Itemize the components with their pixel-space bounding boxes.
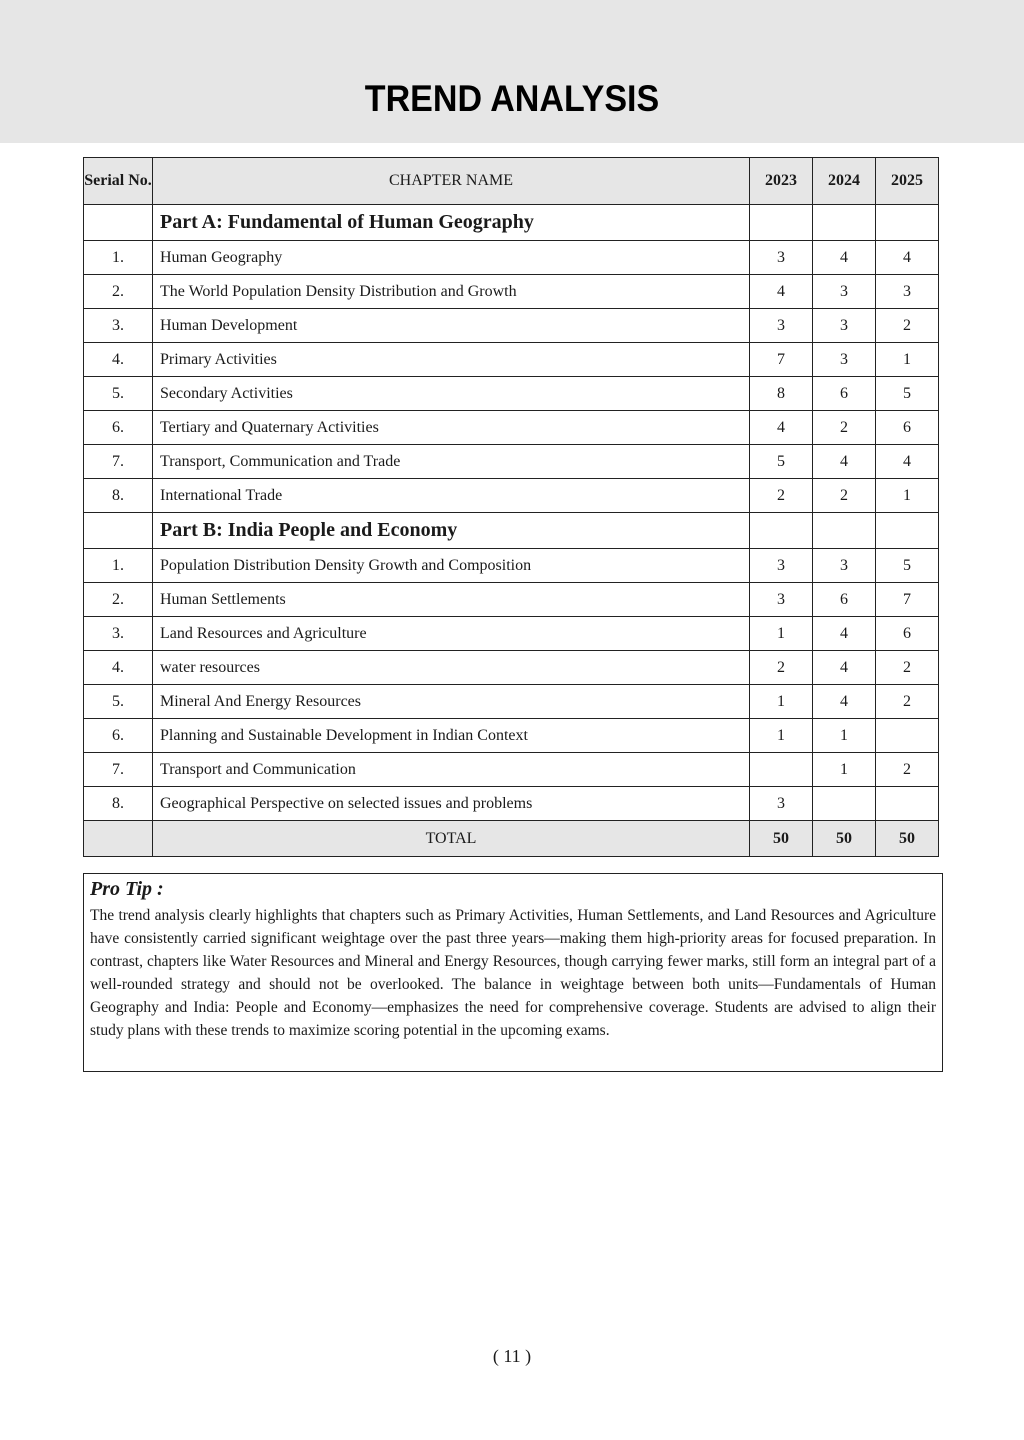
- table-row: [84, 411, 939, 445]
- part-title: Part B: India People and Economy: [153, 513, 750, 549]
- table-header-row: [84, 158, 939, 205]
- chapter-name: Mineral And Energy Resources: [153, 685, 750, 719]
- table-row: [84, 753, 939, 787]
- part-title: Part A: Fundamental of Human Geography: [153, 205, 750, 241]
- total-label: TOTAL: [153, 821, 750, 857]
- pro-tip-box: [83, 873, 943, 1072]
- value-2025: 5: [876, 377, 939, 411]
- page-number: ( 11 ): [492, 1346, 532, 1366]
- chapter-name: Population Distribution Density Growth and Composition: [153, 549, 750, 583]
- table-row: [84, 309, 939, 343]
- value-2024: 1: [813, 753, 876, 787]
- value-2025: 2: [876, 753, 939, 787]
- table-row: [84, 445, 939, 479]
- value-2025: 3: [876, 275, 939, 309]
- serial-number: 2.: [84, 583, 153, 617]
- part-empty-cell: [750, 513, 813, 549]
- value-2024: 4: [813, 651, 876, 685]
- value-2025: 4: [876, 241, 939, 275]
- part-empty-cell: [876, 513, 939, 549]
- value-2025: 2: [876, 309, 939, 343]
- chapter-name: Planning and Sustainable Development in Indian Context: [153, 719, 750, 753]
- part-header-row: [84, 513, 939, 549]
- value-2025: 7: [876, 583, 939, 617]
- table-row: [84, 275, 939, 309]
- serial-number: 3.: [84, 309, 153, 343]
- chapter-name: Secondary Activities: [153, 377, 750, 411]
- value-2025: 6: [876, 617, 939, 651]
- value-2024: 4: [813, 241, 876, 275]
- value-2023: 1: [750, 719, 813, 753]
- chapter-name: Human Settlements: [153, 583, 750, 617]
- serial-number: 6.: [84, 719, 153, 753]
- part-empty-cell: [750, 205, 813, 241]
- table-row: [84, 377, 939, 411]
- serial-number: 7.: [84, 445, 153, 479]
- serial-number: 3.: [84, 617, 153, 651]
- total-2024: 50: [813, 821, 876, 857]
- chapter-name: Land Resources and Agriculture: [153, 617, 750, 651]
- value-2024: 2: [813, 479, 876, 513]
- serial-number: 4.: [84, 651, 153, 685]
- chapter-name: Human Development: [153, 309, 750, 343]
- total-2025: 50: [876, 821, 939, 857]
- value-2023: 1: [750, 617, 813, 651]
- value-2025: [876, 787, 939, 821]
- value-2024: 3: [813, 343, 876, 377]
- value-2025: 1: [876, 479, 939, 513]
- value-2023: 4: [750, 275, 813, 309]
- value-2025: 2: [876, 651, 939, 685]
- part-serial-cell: [84, 513, 153, 549]
- serial-number: 2.: [84, 275, 153, 309]
- table-row: [84, 787, 939, 821]
- total-2023: 50: [750, 821, 813, 857]
- value-2024: 4: [813, 617, 876, 651]
- header-chapter-name: CHAPTER NAME: [153, 158, 750, 205]
- serial-number: 8.: [84, 479, 153, 513]
- value-2024: 3: [813, 309, 876, 343]
- table-row: [84, 651, 939, 685]
- value-2024: 2: [813, 411, 876, 445]
- chapter-name: Tertiary and Quaternary Activities: [153, 411, 750, 445]
- value-2024: 4: [813, 685, 876, 719]
- serial-number: 8.: [84, 787, 153, 821]
- value-2024: 6: [813, 377, 876, 411]
- value-2024: [813, 787, 876, 821]
- serial-number: 1.: [84, 241, 153, 275]
- serial-number: 6.: [84, 411, 153, 445]
- title-banner: [0, 0, 1024, 143]
- serial-number: 5.: [84, 377, 153, 411]
- value-2025: 1: [876, 343, 939, 377]
- serial-number: 5.: [84, 685, 153, 719]
- header-serial: Serial No.: [84, 158, 153, 205]
- chapter-name: Geographical Perspective on selected issues and problems: [153, 787, 750, 821]
- value-2024: 1: [813, 719, 876, 753]
- pro-tip-text: The trend analysis clearly highlights that chapters such as Primary Activities, Human Settlements, and Land Resources and Agriculture have consistently carried significant weightage over the past three years—making them high-priority areas for focused preparation. In contrast, chapters like Water Resources and Mineral and Energy Resources, though carrying fewer marks, still form an integral part of a well-rounded strategy and should not be overlooked. The balance in weightage between both units—Fundamentals of Human Geography and India: People and Economy—emphasizes the need for comprehensive coverage. Students are advised to align their study plans with these trends to maximize scoring potential in the upcoming exams.: [90, 907, 936, 1039]
- chapter-name: Primary Activities: [153, 343, 750, 377]
- value-2024: 3: [813, 275, 876, 309]
- chapter-name: Transport, Communication and Trade: [153, 445, 750, 479]
- pro-tip-title: Pro Tip :: [90, 878, 164, 900]
- total-row: [84, 821, 939, 857]
- value-2023: 3: [750, 787, 813, 821]
- value-2023: 3: [750, 241, 813, 275]
- value-2024: 6: [813, 583, 876, 617]
- header-year-2024: 2024: [813, 158, 876, 205]
- part-header-row: [84, 205, 939, 241]
- table-row: [84, 617, 939, 651]
- table-row: [84, 685, 939, 719]
- chapter-name: water resources: [153, 651, 750, 685]
- value-2023: 7: [750, 343, 813, 377]
- page-title: TREND ANALYSIS: [364, 78, 660, 119]
- serial-number: 7.: [84, 753, 153, 787]
- table-row: [84, 343, 939, 377]
- total-serial-cell: [84, 821, 153, 857]
- value-2025: 5: [876, 549, 939, 583]
- value-2023: 2: [750, 479, 813, 513]
- part-serial-cell: [84, 205, 153, 241]
- chapter-name: Transport and Communication: [153, 753, 750, 787]
- value-2023: 1: [750, 685, 813, 719]
- part-empty-cell: [813, 205, 876, 241]
- value-2023: 8: [750, 377, 813, 411]
- value-2023: 2: [750, 651, 813, 685]
- trend-table: [83, 157, 939, 857]
- serial-number: 1.: [84, 549, 153, 583]
- table-row: [84, 479, 939, 513]
- table-row: [84, 549, 939, 583]
- table-row: [84, 719, 939, 753]
- value-2024: 4: [813, 445, 876, 479]
- value-2024: 3: [813, 549, 876, 583]
- header-year-2023: 2023: [750, 158, 813, 205]
- value-2023: 3: [750, 309, 813, 343]
- value-2023: 3: [750, 583, 813, 617]
- value-2023: 3: [750, 549, 813, 583]
- part-empty-cell: [876, 205, 939, 241]
- serial-number: 4.: [84, 343, 153, 377]
- value-2025: 4: [876, 445, 939, 479]
- value-2025: 6: [876, 411, 939, 445]
- value-2025: [876, 719, 939, 753]
- value-2023: 5: [750, 445, 813, 479]
- table-row: [84, 583, 939, 617]
- chapter-name: The World Population Density Distribution and Growth: [153, 275, 750, 309]
- chapter-name: International Trade: [153, 479, 750, 513]
- part-empty-cell: [813, 513, 876, 549]
- header-year-2025: 2025: [876, 158, 939, 205]
- value-2025: 2: [876, 685, 939, 719]
- value-2023: [750, 753, 813, 787]
- value-2023: 4: [750, 411, 813, 445]
- chapter-name: Human Geography: [153, 241, 750, 275]
- table-row: [84, 241, 939, 275]
